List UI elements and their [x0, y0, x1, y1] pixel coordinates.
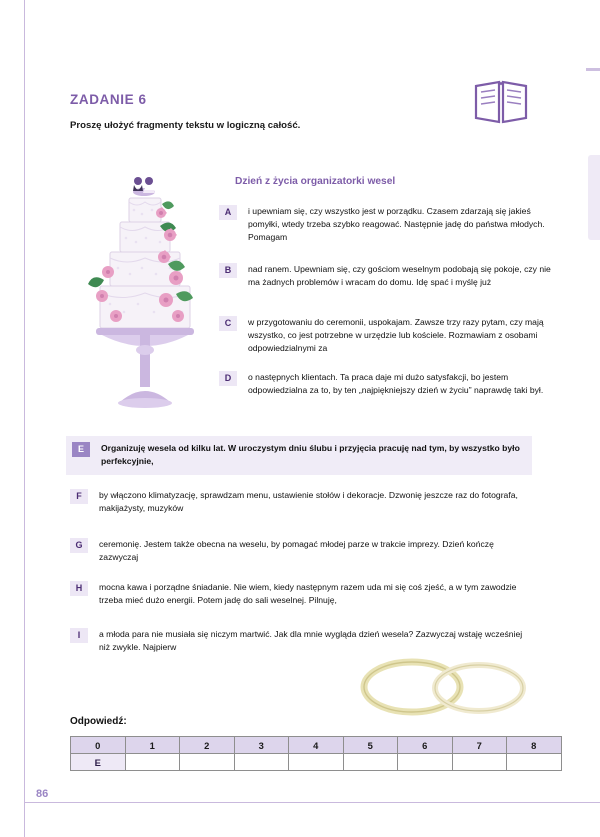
fragment-letter: E: [72, 442, 90, 457]
fragment-letter: F: [70, 489, 88, 504]
answer-cell-3[interactable]: [234, 754, 289, 771]
answer-table: [70, 736, 562, 771]
fragment-b[interactable]: [219, 263, 559, 289]
fragment-text: by włączono klimatyzację, sprawdzam menu, ustawienie stołów i dekoracje. Dzwonię jeszcze raz do fotografa, makijażysty, muzyków: [99, 490, 518, 514]
answer-cell-6[interactable]: [398, 754, 453, 771]
answer-header-cell: 1: [125, 737, 180, 754]
answer-header-cell: 3: [234, 737, 289, 754]
fragment-letter: A: [219, 205, 237, 220]
answer-header-cell: 4: [289, 737, 344, 754]
answer-header-cell: 6: [398, 737, 453, 754]
fragment-f[interactable]: [70, 489, 532, 515]
fragment-text: ceremonię. Jestem także obecna na weselu, by pomagać młodej parze w trakcie imprezy. Dzień kończę zazwyczaj: [99, 539, 494, 563]
answer-header-cell: 0: [71, 737, 126, 754]
answer-label: Odpowiedź:: [70, 716, 127, 727]
fragment-letter: H: [70, 581, 88, 596]
answer-cell-2[interactable]: [180, 754, 235, 771]
answer-cell-0[interactable]: E: [71, 754, 126, 771]
fragment-text: a młoda para nie musiała się niczym martwić. Jak dla mnie wygląda dzień wesela? Zazwyczaj wstaję wcześniej niż zwykle. Najpierw: [99, 629, 523, 653]
fragment-text: o następnych klientach. Ta praca daje mi dużo satysfakcji, bo jestem odpowiedzialna za to, by ten „najpiękniejszy dzień w życiu” naprawdę taki był.: [248, 372, 544, 396]
answer-cell-7[interactable]: [452, 754, 507, 771]
fragment-c[interactable]: [219, 316, 559, 356]
answer-header-cell: 5: [343, 737, 398, 754]
page-frame-left-line: [24, 0, 25, 837]
task-instruction: Proszę ułożyć fragmenty tekstu w logiczną całość.: [70, 120, 301, 131]
fragment-text: Organizuję wesela od kilku lat. W uroczystym dniu ślubu i przyjęcia pracuję nad tym, by wszystko było perfekcyjnie,: [101, 443, 520, 467]
fragment-text: nad ranem. Upewniam się, czy gościom weselnym podobają się pokoje, czy nie ma żadnych problemów i wracam do domu. Idę spać i myślę już: [248, 264, 551, 288]
page-number: 86: [36, 788, 49, 800]
answer-cell-4[interactable]: [289, 754, 344, 771]
answer-cell-8[interactable]: [507, 754, 562, 771]
answer-table-header-row: [71, 737, 562, 754]
wedding-rings-illustration: [352, 655, 542, 717]
fragment-a[interactable]: [219, 205, 559, 245]
reading-text-title: Dzień z życia organizatorki wesel: [235, 176, 396, 187]
fragment-text: w przygotowaniu do ceremonii, uspokajam. Zawsze trzy razy pytam, czy mają wszystko, co jest potrzebne w urzędzie lub kościele. Rozmawiam z osobami odpowiedzialnymi za: [248, 317, 544, 354]
fragment-d[interactable]: [219, 371, 559, 397]
fragment-letter: C: [219, 316, 237, 331]
answer-cell-1[interactable]: [125, 754, 180, 771]
answer-header-cell: 7: [452, 737, 507, 754]
fragment-h[interactable]: [70, 581, 532, 607]
wedding-cake-illustration: [72, 168, 222, 418]
fragment-g[interactable]: [70, 538, 532, 564]
fragment-letter: D: [219, 371, 237, 386]
page-title: ZADANIE 6: [70, 92, 147, 107]
fragment-text: i upewniam się, czy wszystko jest w porządku. Czasem zdarzają się jakieś pomyłki, wtedy trzeba szybko reagować. Następnie jadę do państwa młodych. Pomagam: [248, 206, 545, 243]
answer-cell-5[interactable]: [343, 754, 398, 771]
fragment-text: mocna kawa i porządne śniadanie. Nie wiem, kiedy następnym razem uda mi się coś zjeść, a w tym zawodzie trzeba mieć dużo energii. Potem jadę do sali weselnej. Pilnuję,: [99, 582, 517, 606]
answer-header-cell: 8: [507, 737, 562, 754]
answer-header-cell: 2: [180, 737, 235, 754]
book-icon: [472, 78, 530, 126]
page-frame-bottom-line: [24, 802, 600, 803]
fragment-letter: B: [219, 263, 237, 278]
page-edge-marker-top: [586, 68, 600, 71]
fragment-i[interactable]: [70, 628, 532, 654]
fragment-e[interactable]: [66, 436, 532, 475]
answer-table-value-row: [71, 754, 562, 771]
fragment-letter: I: [70, 628, 88, 643]
page-edge-tab: [588, 155, 600, 240]
fragment-letter: G: [70, 538, 88, 553]
